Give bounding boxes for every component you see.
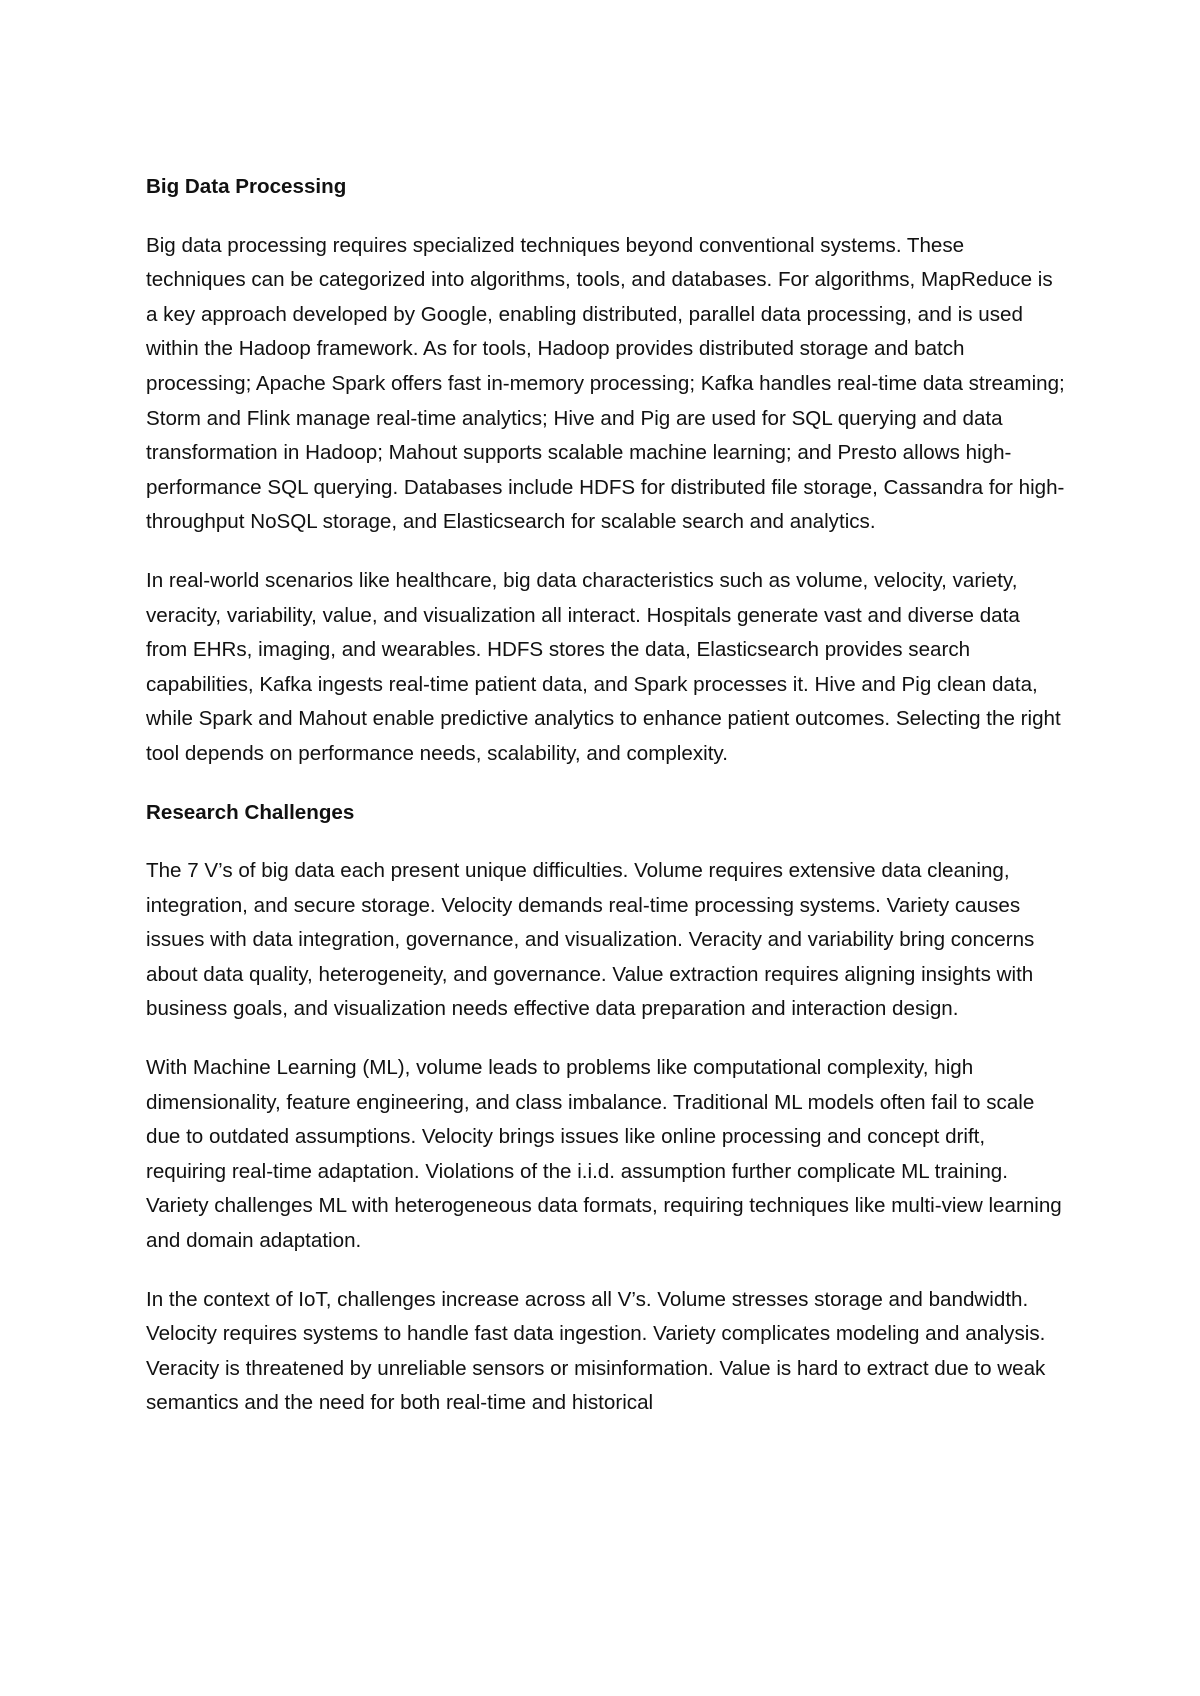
- paragraph-healthcare-scenario: In real-world scenarios like healthcare, big data characteristics such as volume, velocity, variety, veracity, variability, value, and visualization all interact. Hospitals generate vast and diverse data from EHRs, imaging, and wearables. HDFS stores the data, Elasticsearch provides search capabilities, Kafka ingests real-time patient data, and Spark processes it. Hive and Pig clean data, while Spark and Mahout enable predictive analytics to enhance patient outcomes. Selecting the right tool depends on performance needs, scalability, and complexity.: [146, 568, 1061, 765]
- document-body: [146, 170, 1066, 1445]
- section-heading-big-data-processing: Big Data Processing: [146, 175, 347, 198]
- paragraph-seven-vs: The 7 V’s of big data each present unique difficulties. Volume requires extensive data cleaning, integration, and secure storage. Velocity demands real-time processing systems. Variety causes issues with data integration, governance, and visualization. Veracity and variability bring concerns about data quality, heterogeneity, and governance. Value extraction requires aligning insights with business goals, and visualization needs effective data preparation and interaction design.: [146, 859, 1035, 1021]
- paragraph-iot: In the context of IoT, challenges increase across all V’s. Volume stresses storage and bandwidth. Velocity requires systems to handle fast data ingestion. Variety complicates modeling and analysis. Veracity is threatened by unreliable sensors or misinformation. Value is hard to extract due to weak semantics and the need for both real-time and historical: [146, 1287, 1046, 1415]
- paragraph-machine-learning: With Machine Learning (ML), volume leads to problems like computational complexity, high dimensionality, feature engineering, and class imbalance. Traditional ML models often fail to scale due to outdated assumptions. Velocity brings issues like online processing and concept drift, requiring real-time adaptation. Violations of the i.i.d. assumption further complicate ML training. Variety challenges ML with heterogeneous data formats, requiring techniques like multi-view learning and domain adaptation.: [146, 1056, 1062, 1253]
- section-heading-research-challenges: Research Challenges: [146, 800, 355, 824]
- paragraph-big-data-techniques: Big data processing requires specialized techniques beyond conventional systems. These techniques can be categorized into algorithms, tools, and databases. For algorithms, MapReduce is a key approach developed by Google, enabling distributed, parallel data processing, and is used within the Hadoop framework. As for tools, Hadoop provides distributed storage and batch processing; Apache Spark offers fast in-memory processing; Kafka handles real-time data streaming; Storm and Flink manage real-time analytics; Hive and Pig are used for SQL querying and data transformation in Hadoop; Mahout supports scalable machine learning; and Presto allows high-performance SQL querying. Databases include HDFS for distributed file storage, Cassandra for high-throughput NoSQL storage, and Elasticsearch for scalable search and analytics.: [146, 233, 1065, 534]
